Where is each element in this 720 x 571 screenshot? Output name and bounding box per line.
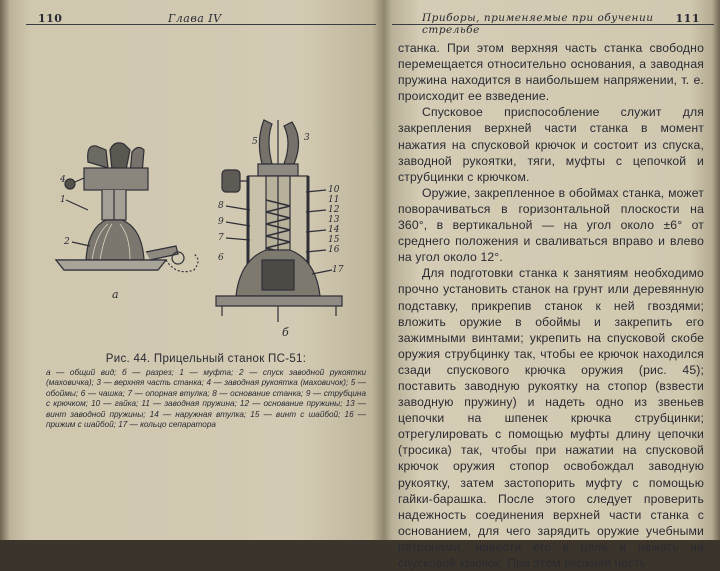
callout-a-1: 1: [60, 195, 66, 205]
callout-b-4: 7: [218, 233, 224, 243]
header-rule-left: [26, 24, 376, 25]
running-title-right: Приборы, применяемые при обучении стрельбе: [422, 12, 654, 36]
callout-b-7: 11: [328, 195, 340, 205]
callout-b-12: 16: [328, 245, 340, 255]
callout-b-3: 9: [218, 217, 224, 227]
panel-b-section-view: [216, 120, 342, 322]
callout-a-2: 2: [64, 237, 70, 247]
header-rule-right: [392, 24, 714, 25]
page-number-left: 110: [38, 12, 63, 25]
figure-caption: [46, 353, 366, 430]
left-page: [26, 0, 376, 540]
callout-b-1: 3: [304, 133, 310, 143]
panel-a-general-view: [56, 143, 198, 272]
callout-b-13: 17: [332, 265, 344, 275]
callout-b-0: 5: [252, 137, 258, 147]
caption-legend: а — общий вид; б — разрез; 1 — муфта; 2 — спуск заводной рукоятки (маховичка); 3 — верхняя часть станка; 4 — заводная рукоятка (маховичок); 5 — обоймы; 6 — чашка; 7 — опорная втулка; 8 — основание станка; 9 — струбцина с крючком; 10 — гайка; 11 — заводная пружина; 12 — основание пружины; 13 — винт заводной пружины; 14 — наружная втулка; 15 — винт с шайбой; 16 — прижим с шайбой; 17 — кольцо сепаратора: [46, 368, 366, 430]
figure-44-illustration: [26, 110, 376, 350]
right-page-header: [392, 10, 714, 36]
callout-b-10: 14: [328, 225, 340, 235]
paragraph: Спусковое приспособление служит для закрепления верхней части станка в момент нажатия на спусковой крючок и состоит из спуска, заводной рукоятки, тяги, муфты с цепочкой и струбцинки с крючком.: [398, 105, 704, 184]
callout-a-0: 4: [60, 175, 66, 185]
callout-b-11: 15: [328, 235, 340, 245]
callout-b-2: 8: [218, 201, 224, 211]
panel-b-label: б: [282, 326, 289, 339]
paragraph: станка. При этом верхняя часть станка свободно перемещается относительно основания, а заводная пружина находится в наибольшем напряжении, т. е. происходит ее взведение.: [398, 41, 704, 104]
paragraph: Для подготовки станка к занятиям необходимо прочно установить станок на грунт или деревянную подставку, прикрепив станок к ней гвоздями; вложить оружие в обоймы и закрепить его зажимными винтами; укрепить на спусковой скобе оружия струбцинку так, чтобы ее крючок находился сзади спускового крючка оружия (рис. 45); поставить заводную рукоятку на стопор (взвести заводную пружину) и надеть одно из звеньев цепочки на шпенек крючка струбцинки; отрегулировать с помощью муфты длину цепочки (тросика) так, чтобы при нажатии на спусковой крючок оружия стопор освобождал заводную рукоятку, затем застопорить муфту с помощью гайки-барашка. После этого следует проверить надежность соединения верхней части станка с основанием, для чего зарядить оружие учебными патронами, навести его в цель и нажать на спусковой крючок. При этом верхняя часть: [398, 266, 704, 570]
caption-title: Рис. 44. Прицельный станок ПС-51:: [105, 353, 307, 365]
callout-b-6: 10: [328, 185, 340, 195]
paragraph: Оружие, закрепленное в обоймах станка, может поворачиваться в горизонтальной плоскости на 360°, в вертикальной — на угол около ±6° от среднего положения и сваливаться вправо и влево на угол около 12°.: [398, 185, 704, 265]
body-text: [398, 40, 704, 571]
running-title-left: Глава IV: [168, 12, 222, 25]
callout-b-5: 6: [218, 253, 224, 263]
left-page-header: [26, 10, 376, 28]
callout-b-8: 12: [328, 205, 340, 215]
right-page: [392, 0, 714, 570]
page-number-right: 111: [675, 12, 700, 25]
panel-a-label: а: [112, 288, 119, 301]
callout-b-9: 13: [328, 215, 340, 225]
